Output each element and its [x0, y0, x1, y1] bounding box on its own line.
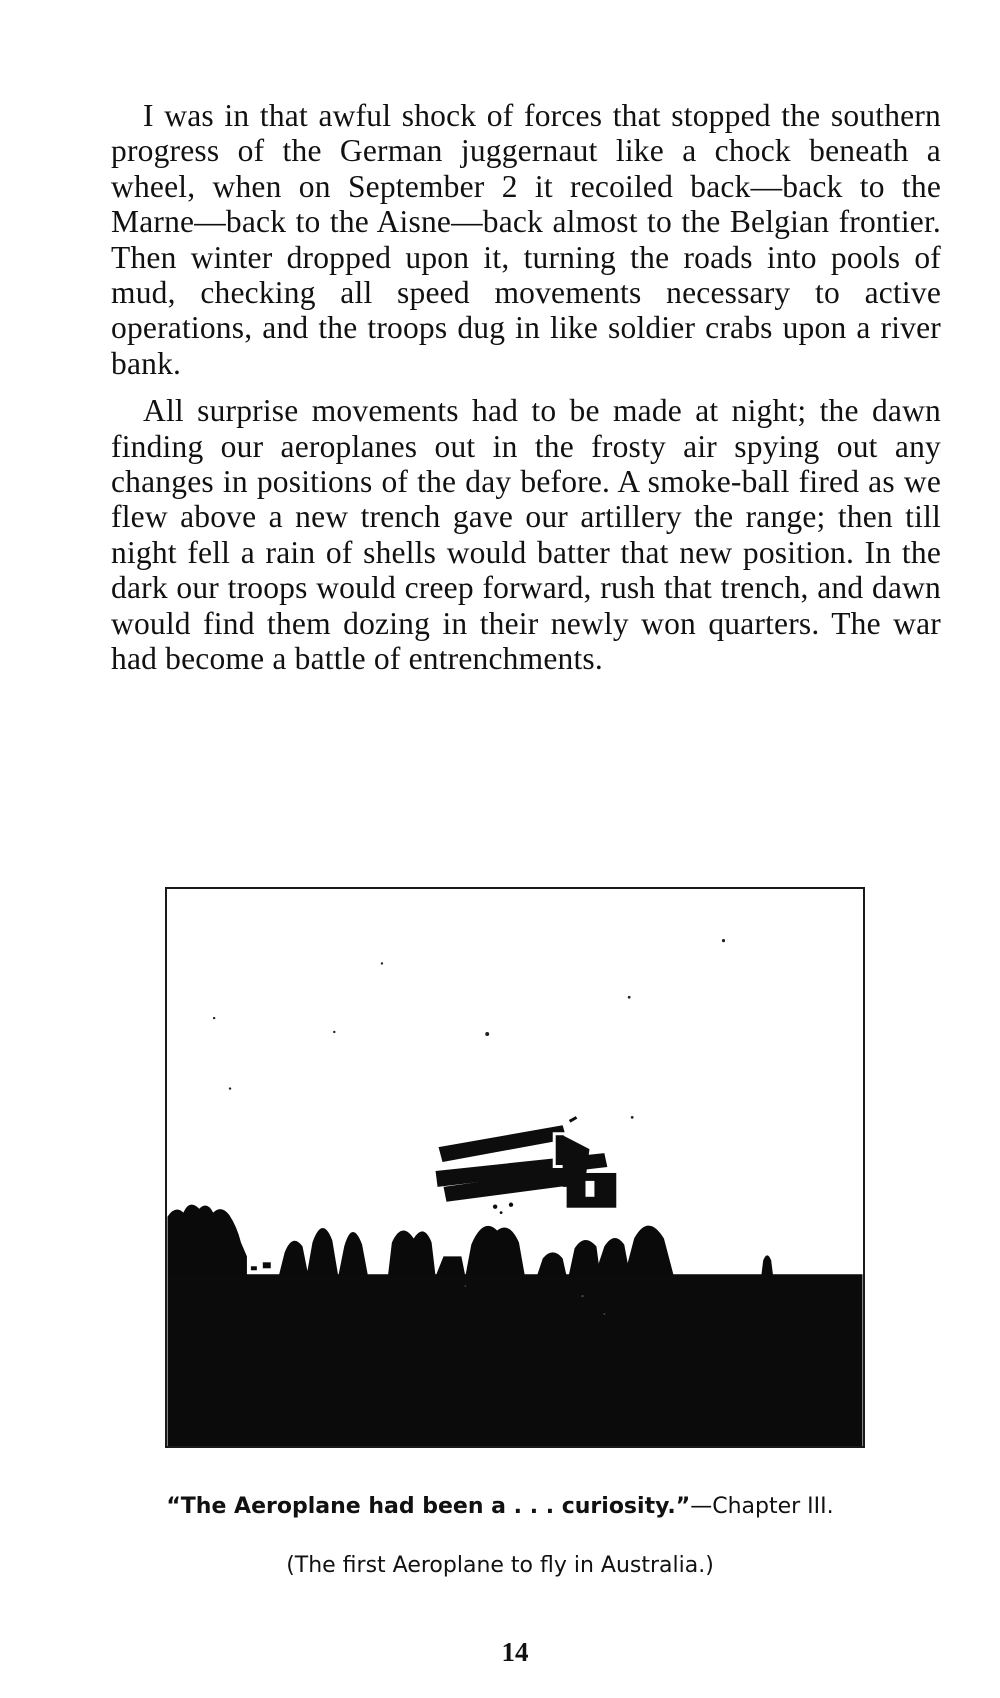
aeroplane-photo-svg: [167, 889, 863, 1446]
body-text: [111, 98, 941, 677]
figure-caption: [60, 1494, 940, 1519]
caption-chapter: —Chapter III.: [690, 1494, 834, 1519]
figure-subcaption: (The first Aeroplane to fly in Australia.): [286, 1553, 714, 1578]
caption-quote: “The Aeroplane had been a . . . curiosity.”: [166, 1494, 691, 1519]
page-number: 14: [501, 1637, 529, 1667]
ground: [167, 1274, 862, 1446]
aeroplane-photograph: [165, 887, 865, 1448]
paragraph-2: All surprise movements had to be made at night; the dawn finding our aeroplanes out in the frosty air spying out any changes in positions of the day before. A smoke-ball fired as we flew above a new trench gave our artillery the range; then till night fell a rain of shells would batter that new position. In the dark our troops would creep forward, rush that trench, and dawn would find them dozing in their newly won quarters. The war had become a battle of entrenchments.: [111, 393, 941, 677]
paragraph-1: I was in that awful shock of forces that stopped the southern progress of the German juggernaut like a chock beneath a wheel, when on September 2 it recoiled back—back to the Marne—back to the Aisne—back almost to the Belgian frontier. Then winter dropped upon it, turning the roads into pools of mud, checking all speed movements necessary to active operations, and the troops dug in like soldier crabs upon a river bank.: [111, 98, 941, 381]
